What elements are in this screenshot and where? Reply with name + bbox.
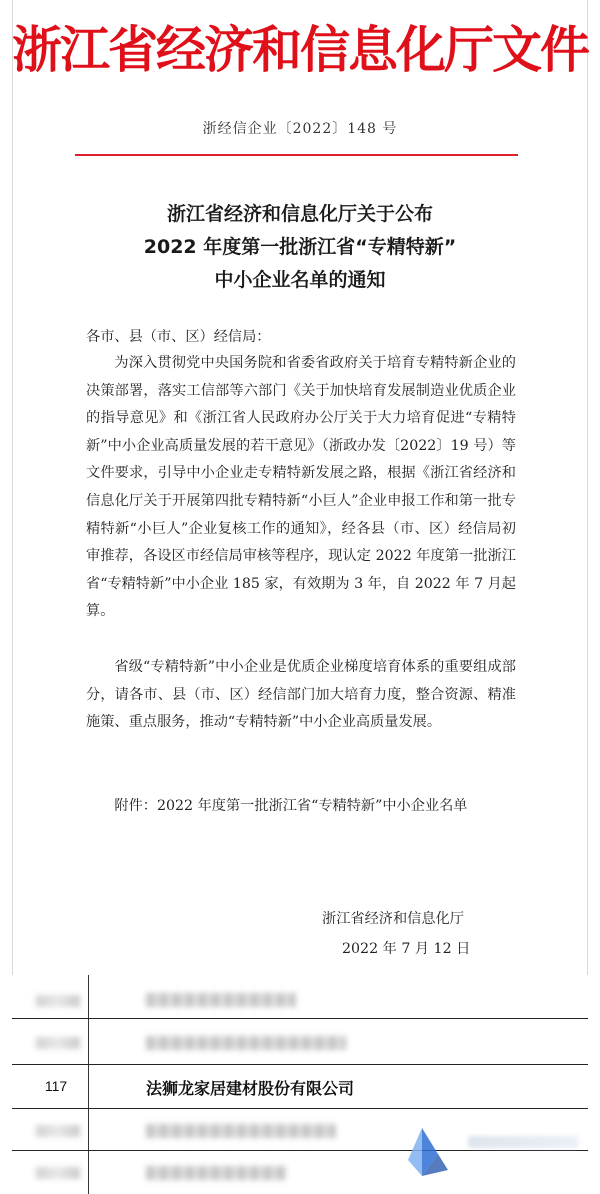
blurred-company: [146, 1166, 286, 1180]
watermark-logo-icon: [404, 1124, 574, 1180]
table-row-blurred: [12, 1019, 588, 1065]
title-line-3: 中小企业名单的通知: [214, 269, 386, 291]
table-row: [12, 1065, 588, 1109]
signature-block: [322, 904, 470, 964]
company-name: 法狮龙家居建材股份有限公司: [146, 1079, 355, 1098]
blurred-number: [36, 1125, 80, 1137]
blurred-number: [36, 995, 80, 1007]
document-masthead: 浙江省经济和信息化厅文件: [12, 21, 588, 79]
table-row-blurred: [12, 975, 588, 1019]
watermark-text-blurred: [468, 1136, 578, 1148]
blurred-company: [146, 993, 296, 1007]
issue-date: 2022 年 7 月 12 日: [342, 941, 471, 957]
row-number: 117: [44, 1078, 68, 1094]
body-paragraph-1: 为深入贯彻党中央国务院和省委省政府关于培育专精特新企业的决策部署，落实工信部等六部门《关于加快培育发展制造业优质企业的指导意见》和《浙江省人民政府办公厅关于大力培育促进“专精特新”中小企业高质量发展的若干意见》（浙政办发〔2022〕19 号）等文件要求，引导中小企业走专精特新发展之路，根据《浙江省经济和信息化厅关于开展第四批专精特新“小巨人”企业申报工作和第一批专精特新“小巨人”企业复核工作的通知》，经各县（市、区）经信局初审推荐，各设区市经信局审核等程序，现认定 2022 年度第一批浙江省“专精特新”中小企业 185 家，有效期为 3 年，自 2022 年 7 月起算。: [86, 355, 516, 620]
notice-title: [0, 198, 600, 297]
body-paragraph-2: 省级“专精特新”中小企业是优质企业梯度培育体系的重要组成部分，请各市、县（市、区）经信部门加大培育力度，整合资源、精准施策、重点服务，推动“专精特新”中小企业高质量发展。: [86, 659, 516, 731]
issuer-name: 浙江省经济和信息化厅: [322, 911, 464, 927]
document-number: 浙经信企业〔2022〕148 号: [202, 121, 398, 137]
red-divider: [75, 154, 518, 156]
blurred-company: [146, 1036, 346, 1050]
attachment-line: 附件：2022 年度第一批浙江省“专精特新”中小企业名单: [114, 798, 468, 814]
title-line-2: 2022 年度第一批浙江省“专精特新”: [143, 236, 457, 258]
blurred-number: [36, 1167, 80, 1179]
blurred-number: [36, 1037, 80, 1049]
salutation: 各市、县（市、区）经信局：: [86, 329, 271, 345]
blurred-company: [146, 1124, 336, 1138]
title-line-1: 浙江省经济和信息化厅关于公布: [166, 203, 433, 225]
